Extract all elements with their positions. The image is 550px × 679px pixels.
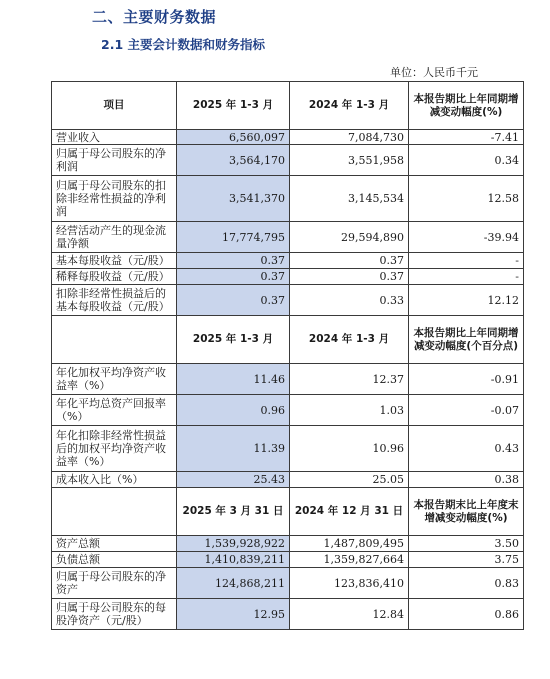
row-value-current: 17,774,795: [177, 222, 290, 253]
row-value-change: 0.38: [409, 472, 524, 488]
row-value-prior: 12.84: [290, 599, 409, 630]
row-value-prior: 0.37: [290, 253, 409, 269]
row-label: 归属于母公司股东的净利润: [52, 145, 177, 176]
row-value-current: 3,541,370: [177, 176, 290, 222]
row-value-change: 0.86: [409, 599, 524, 630]
row-value-change: 0.34: [409, 145, 524, 176]
unit-label: 单位：人民币千元: [390, 66, 478, 79]
header-col1: 2025 年 1-3 月: [177, 316, 290, 364]
row-value-current: 124,868,211: [177, 568, 290, 599]
header-col3: 本报告期比上年同期增减变动幅度(个百分点): [409, 316, 524, 364]
row-value-change: -39.94: [409, 222, 524, 253]
section-title: 二、主要财务数据: [92, 8, 217, 26]
row-value-current: 1,539,928,922: [177, 536, 290, 552]
row-label: 年化平均总资产回报率（%）: [52, 395, 177, 426]
row-value-current: 11.39: [177, 426, 290, 472]
table-row: [52, 145, 524, 176]
row-value-prior: 123,836,410: [290, 568, 409, 599]
table-row: [52, 536, 524, 552]
table-header-row: [52, 488, 524, 536]
financial-data-table: [51, 81, 524, 630]
row-value-change: 0.43: [409, 426, 524, 472]
row-value-change: -0.91: [409, 364, 524, 395]
table-header-row: [52, 316, 524, 364]
table-row: [52, 426, 524, 472]
row-value-current: 25.43: [177, 472, 290, 488]
header-item-empty: [52, 316, 177, 364]
table-row: [52, 253, 524, 269]
row-value-current: 0.37: [177, 285, 290, 316]
row-label: 扣除非经常性损益后的基本每股收益（元/股）: [52, 285, 177, 316]
row-value-prior: 3,145,534: [290, 176, 409, 222]
header-item: 项目: [52, 82, 177, 130]
subsection-title: 2.1 主要会计数据和财务指标: [101, 37, 265, 52]
row-label: 归属于母公司股东的净资产: [52, 568, 177, 599]
table-row: [52, 568, 524, 599]
table-row: [52, 364, 524, 395]
row-value-change: 12.12: [409, 285, 524, 316]
table-row: [52, 552, 524, 568]
row-value-current: 3,564,170: [177, 145, 290, 176]
row-value-prior: 1,487,809,495: [290, 536, 409, 552]
row-value-change: 3.75: [409, 552, 524, 568]
header-item-empty: [52, 488, 177, 536]
table-header-row: [52, 82, 524, 130]
header-col2: 2024 年 1-3 月: [290, 82, 409, 130]
row-label: 年化加权平均净资产收益率（%）: [52, 364, 177, 395]
row-value-change: 3.50: [409, 536, 524, 552]
row-value-current: 1,410,839,211: [177, 552, 290, 568]
row-value-change: -0.07: [409, 395, 524, 426]
row-value-current: 0.96: [177, 395, 290, 426]
header-col1: 2025 年 3 月 31 日: [177, 488, 290, 536]
row-value-current: 11.46: [177, 364, 290, 395]
table-row: [52, 130, 524, 145]
table-row: [52, 395, 524, 426]
header-col2: 2024 年 1-3 月: [290, 316, 409, 364]
header-col1: 2025 年 1-3 月: [177, 82, 290, 130]
row-label: 归属于母公司股东的扣除非经常性损益的净利润: [52, 176, 177, 222]
row-value-change: -: [409, 253, 524, 269]
row-value-prior: 10.96: [290, 426, 409, 472]
table-row: [52, 176, 524, 222]
row-value-prior: 12.37: [290, 364, 409, 395]
row-value-prior: 0.37: [290, 269, 409, 285]
row-value-prior: 1,359,827,664: [290, 552, 409, 568]
header-col3: 本报告期比上年同期增减变动幅度(%): [409, 82, 524, 130]
row-value-change: -7.41: [409, 130, 524, 145]
row-label: 归属于母公司股东的每股净资产（元/股）: [52, 599, 177, 630]
row-value-prior: 3,551,958: [290, 145, 409, 176]
row-label: 基本每股收益（元/股）: [52, 253, 177, 269]
row-value-prior: 1.03: [290, 395, 409, 426]
row-value-change: 0.83: [409, 568, 524, 599]
row-value-current: 6,560,097: [177, 130, 290, 145]
header-col2: 2024 年 12 月 31 日: [290, 488, 409, 536]
row-value-prior: 25.05: [290, 472, 409, 488]
row-label: 稀释每股收益（元/股）: [52, 269, 177, 285]
row-value-change: -: [409, 269, 524, 285]
table-row: [52, 285, 524, 316]
header-col3: 本报告期末比上年度末增减变动幅度(%): [409, 488, 524, 536]
row-value-current: 0.37: [177, 269, 290, 285]
table-row: [52, 472, 524, 488]
row-label: 成本收入比（%）: [52, 472, 177, 488]
row-label: 营业收入: [52, 130, 177, 145]
row-label: 经营活动产生的现金流量净额: [52, 222, 177, 253]
row-value-prior: 0.33: [290, 285, 409, 316]
table-row: [52, 269, 524, 285]
row-label: 年化扣除非经常性损益后的加权平均净资产收益率（%）: [52, 426, 177, 472]
row-value-prior: 7,084,730: [290, 130, 409, 145]
row-label: 负债总额: [52, 552, 177, 568]
row-value-prior: 29,594,890: [290, 222, 409, 253]
row-value-current: 12.95: [177, 599, 290, 630]
row-label: 资产总额: [52, 536, 177, 552]
table-row: [52, 222, 524, 253]
row-value-current: 0.37: [177, 253, 290, 269]
row-value-change: 12.58: [409, 176, 524, 222]
table-row: [52, 599, 524, 630]
